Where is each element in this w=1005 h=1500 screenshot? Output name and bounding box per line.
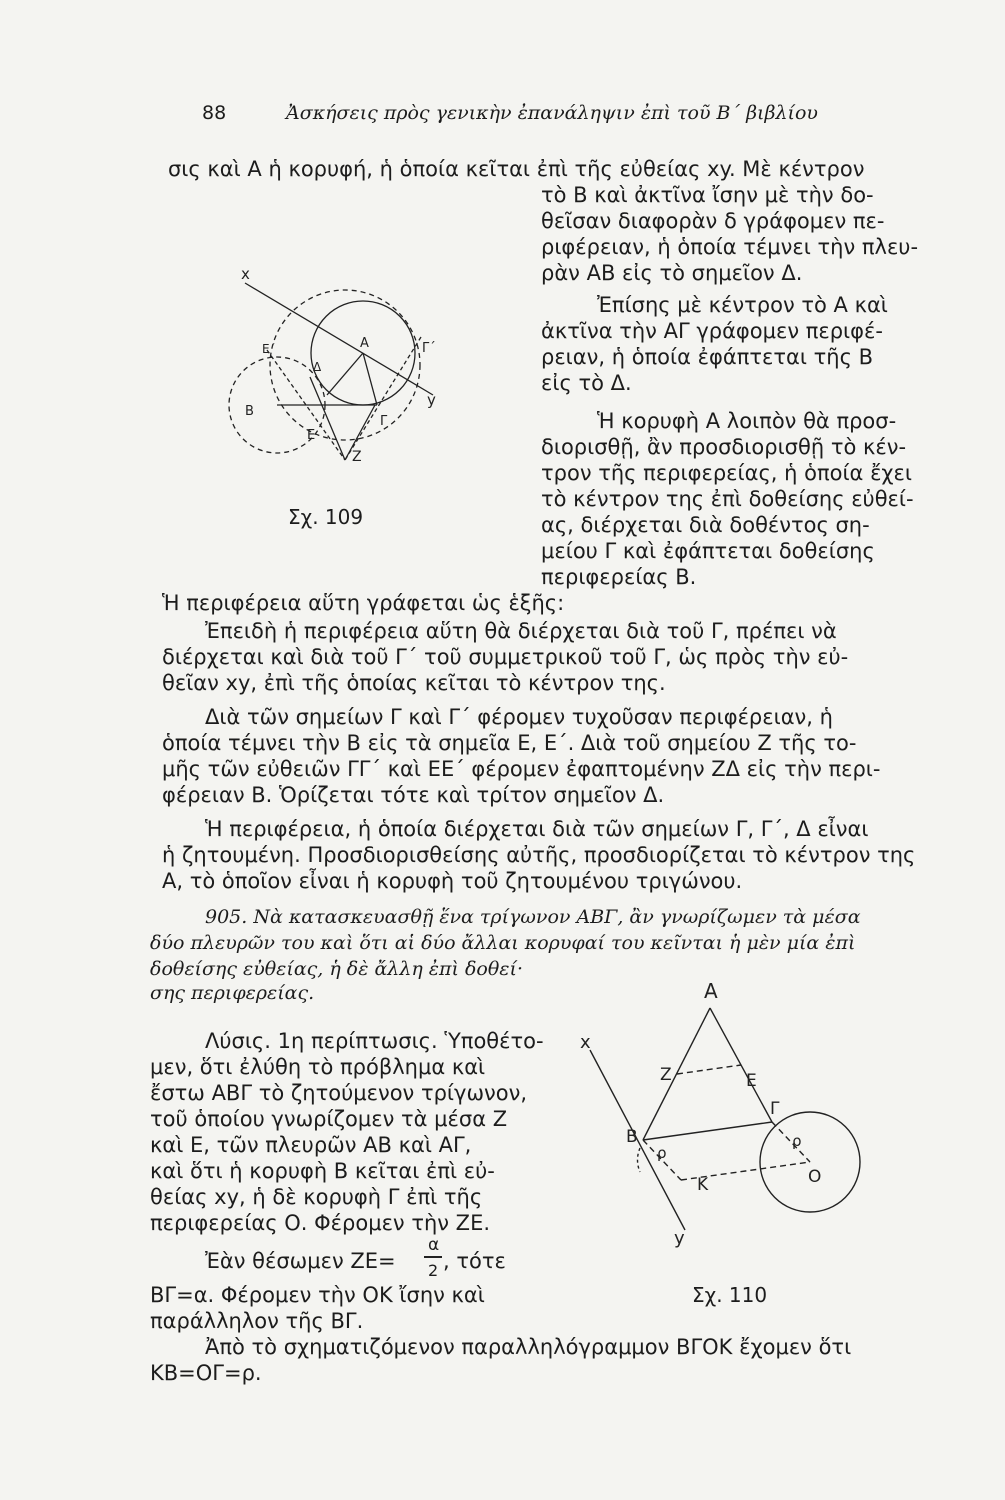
text-line: τρον τῆς περιφερείας, ἡ ὁποία ἔχει [541, 461, 913, 485]
text-line: σις καὶ Α ἡ κορυφή, ἡ ὁποία κεῖται ἐπὶ τῆς εὐθείας xy. Μὲ κέντρον [168, 157, 865, 181]
fraction-denominator: 2 [428, 1261, 439, 1280]
text-line: τοῦ ὁποίου γνωρίζομεν τὰ μέσα Ζ [150, 1107, 508, 1131]
fig109-label-y: y [427, 391, 436, 409]
side-bg [643, 1122, 772, 1140]
text-line: , τότε [443, 1249, 506, 1273]
fig109-label-b: Β [245, 404, 254, 419]
text-line: Ἐπίσης μὲ κέντρον τὸ Α καὶ [597, 293, 888, 317]
text-line: ριφέρειαν, ἡ ὁποία τέμνει τὴν πλευ- [541, 235, 919, 259]
text-line: ρειαν, ἡ ὁποία ἐφάπτεται τῆς Β [541, 345, 873, 369]
page-number: 88 [202, 102, 227, 124]
fig109-label-g: Γ [380, 414, 388, 429]
text-line: ὁποία τέμνει τὴν Β εἰς τὰ σημεῖα Ε, Ε΄. Διὰ τοῦ σημείου Ζ τῆς το- [162, 731, 857, 755]
fig110-label-o: Ο [808, 1167, 822, 1187]
text-line: θείας xy, ἡ δὲ κορυφὴ Γ ἐπὶ τῆς [150, 1185, 483, 1209]
fig109-label-d: Δ [313, 360, 322, 374]
running-title: Ἀσκήσεις πρὸς γενικὴν ἐπανάληψιν ἐπὶ τοῦ Β΄ βιβλίου [286, 102, 818, 124]
text-line: Διὰ τῶν σημείων Γ καὶ Γ΄ φέρομεν τυχοῦσαν περιφέρειαν, ἡ [205, 705, 833, 729]
text-line: διέρχεται καὶ διὰ τοῦ Γ΄ τοῦ συμμετρικοῦ τοῦ Γ, ὡς πρὸς τὴν εὐ- [162, 645, 849, 669]
fig110-label-b: Β [626, 1127, 638, 1147]
problem-905-line: δύο πλευρῶν του καὶ ὅτι αἱ δύο ἄλλαι κορυφαί του κεῖνται ἡ μὲν μία ἐπὶ [150, 932, 856, 954]
text-line: εἰς τὸ Δ. [541, 371, 632, 395]
figure-109-diagram [215, 255, 455, 475]
text-line: ἡ ζητουμένη. Προσδιορισθείσης αὐτῆς, προσδιορίζεται τὸ κέντρον της [162, 843, 916, 867]
figure-110-caption: Σχ. 110 [692, 1283, 768, 1307]
side-ab [643, 1008, 710, 1140]
fig110-label-rho-left: ρ [657, 1144, 667, 1162]
segment-ze [677, 1065, 741, 1074]
text-line: ἀκτῖνα τὴν ΑΓ γράφομεν περιφέ- [541, 319, 883, 343]
text-line: διορισθῇ, ἂν προσδιορισθῇ τὸ κέν- [541, 435, 907, 459]
figure-109-caption: Σχ. 109 [288, 505, 364, 529]
segment-go [772, 1122, 810, 1162]
fig110-label-x: x [580, 1032, 591, 1053]
text-line: μεν, ὅτι ἐλύθη τὸ πρόβλημα καὶ [150, 1055, 486, 1079]
text-line: περιφερείας Ο. Φέρομεν τὴν ΖΕ. [150, 1211, 491, 1235]
text-line: φέρειαν Β. Ὁρίζεται τότε καὶ τρίτον σημεῖον Δ. [162, 783, 665, 807]
fig109-label-x: x [241, 265, 250, 283]
fig109-label-e: Ε [307, 428, 316, 443]
text-line: Ἡ κορυφὴ Α λοιπὸν θὰ προσ- [597, 409, 897, 433]
text-line: καὶ ὅτι ἡ κορυφὴ Β κεῖται ἐπὶ εὐ- [150, 1159, 495, 1183]
fig110-label-a: Α [704, 980, 718, 1003]
fig109-label-e-prime: Ε΄ [262, 342, 276, 356]
text-line: Ἡ περιφέρεια, ἡ ὁποία διέρχεται διὰ τῶν σημείων Γ, Γ΄, Δ εἶναι [205, 817, 869, 841]
text-line: τὸ Β καὶ ἀκτῖνα ἴσην μὲ τὴν δο- [541, 183, 874, 207]
text-line: θεῖσαν διαφορὰν δ γράφομεν πε- [541, 209, 885, 233]
problem-905-line: 905. Νὰ κατασκευασθῇ ἕνα τρίγωνον ΑΒΓ, ἂν γνωρίζωμεν τὰ μέσα [205, 906, 861, 928]
fig109-label-z: Ζ [352, 449, 362, 465]
fig110-label-g: Γ [770, 1099, 780, 1119]
line-xy [245, 283, 433, 395]
fig109-label-g-prime: Γ΄ [422, 341, 436, 356]
fig110-label-e: Ε [746, 1071, 757, 1091]
text-line: Λύσις. 1η περίπτωσις. Ὑποθέτο- [205, 1029, 544, 1053]
text-line: ἔστω ΑΒΓ τὸ ζητούμενον τρίγωνον, [150, 1081, 528, 1105]
fraction-numerator: α [428, 1235, 440, 1255]
text-line: ας, διέρχεται διὰ δοθέντος ση- [541, 513, 870, 537]
fig110-label-z: Ζ [660, 1065, 672, 1085]
text-line: Ἀπὸ τὸ σχηματιζόμενον παραλληλόγραμμον ΒΓΟΚ ἔχομεν ὅτι [205, 1335, 852, 1359]
text-line: ρὰν ΑΒ εἰς τὸ σημεῖον Δ. [541, 261, 803, 285]
figure-110-diagram [570, 980, 890, 1270]
text-line: Ἡ περιφέρεια αὕτη γράφεται ὡς ἑξῆς: [162, 591, 565, 615]
text-line: παράλληλον τῆς ΒΓ. [150, 1309, 364, 1333]
text-line: τὸ κέντρον της ἐπὶ δοθείσης εὐθεί- [541, 487, 914, 511]
fig109-label-a: Α [360, 336, 369, 351]
text-line: θεῖαν xy, ἐπὶ τῆς ὁποίας κεῖται τὸ κέντρον της. [162, 671, 666, 695]
text-line: περιφερείας Β. [541, 565, 697, 589]
text-line: καὶ Ε, τῶν πλευρῶν ΑΒ καὶ ΑΓ, [150, 1133, 472, 1157]
fig110-label-k: Κ [697, 1175, 709, 1195]
text-line: Α, τὸ ὁποῖον εἶναι ἡ κορυφὴ τοῦ ζητουμένου τριγώνου. [162, 869, 743, 893]
problem-905-line: δοθείσης εὐθείας, ἡ δὲ ἄλλη ἐπὶ δοθεί· [150, 958, 523, 980]
text-line: μείου Γ καὶ ἐφάπτεται δοθείσης [541, 539, 875, 563]
text-line: ΚΒ=ΟΓ=ρ. [150, 1361, 262, 1385]
seg-ab [327, 353, 363, 395]
fig110-label-y: y [674, 1228, 685, 1249]
text-line: Ἐπειδὴ ἡ περιφέρεια αὕτη θὰ διέρχεται διὰ τοῦ Γ, πρέπει νὰ [205, 619, 837, 643]
fig110-label-rho-top: ρ [792, 1132, 802, 1150]
circle-through-g [270, 290, 420, 440]
text-line: μῆς τῶν εὐθειῶν ΓΓ΄ καὶ ΕΕ΄ φέρομεν ἐφαπτομένην ΖΔ εἰς τὴν περι- [162, 757, 881, 781]
text-line: ΒΓ=α. Φέρομεν τὴν ΟΚ ἴσην καὶ [150, 1283, 485, 1307]
text-line: Ἐὰν θέσωμεν ΖΕ= [205, 1249, 396, 1273]
problem-905-line: σης περιφερείας. [150, 982, 315, 1004]
